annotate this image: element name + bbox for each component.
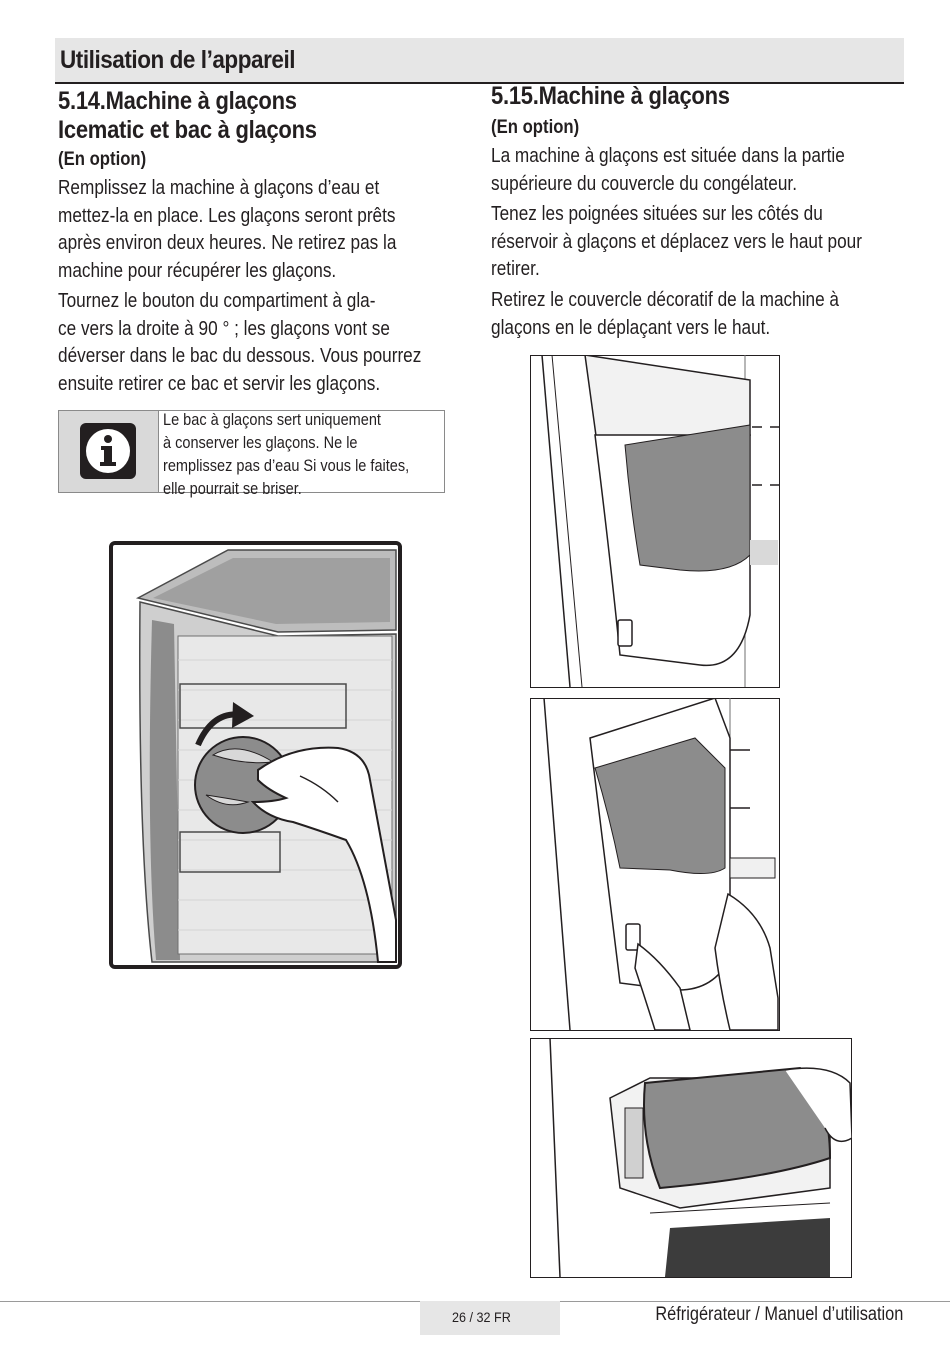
text-line: glaçons en le déplaçant vers le haut. bbox=[491, 316, 771, 339]
page-section-title: Utilisation de l’appareil bbox=[60, 46, 296, 74]
text-line: La machine à glaçons est située dans la partie bbox=[491, 145, 845, 167]
manual-title: Réfrigérateur / Manuel d’utilisation bbox=[655, 1304, 903, 1325]
text-line: ensuite retirer ce bac et servir les glaçons. bbox=[58, 372, 381, 395]
note-line: elle pourrait se briser. bbox=[163, 480, 302, 498]
section-5-14-paragraph-2 bbox=[58, 288, 421, 398]
section-5-14-paragraph-1 bbox=[58, 175, 396, 285]
ice-reservoir-removal-illustration bbox=[530, 698, 780, 1031]
info-note-icon-box bbox=[59, 411, 159, 492]
info-note-text bbox=[163, 409, 409, 501]
text-line: réservoir à glaçons et déplacez vers le haut pour bbox=[491, 230, 862, 253]
heading-line: 5.14.Machine à glaçons bbox=[58, 87, 297, 115]
page-number: 26 / 32 FR bbox=[452, 1309, 511, 1325]
section-5-14-option: (En option) bbox=[58, 149, 147, 170]
text-line: Tenez les poignées situées sur les côtés du bbox=[491, 203, 823, 225]
text-line: déverser dans le bac du dessous. Vous pourrez bbox=[58, 345, 422, 367]
section-5-15-paragraph-1 bbox=[491, 143, 845, 198]
text-line: machine pour récupérer les glaçons. bbox=[58, 259, 337, 282]
text-line: Retirez le couvercle décoratif de la machine à bbox=[491, 289, 840, 311]
heading-line: Icematic et bac à glaçons bbox=[58, 116, 317, 144]
text-line: après environ deux heures. Ne retirez pas la bbox=[58, 232, 397, 254]
section-5-14-heading bbox=[58, 87, 317, 145]
text-line: Tournez le bouton du compartiment à gla- bbox=[58, 290, 376, 312]
icemaker-location-illustration bbox=[530, 355, 780, 688]
text-line: supérieure du couvercle du congélateur. bbox=[491, 172, 797, 195]
decorative-cover-removal-illustration bbox=[530, 1038, 852, 1278]
knob-turning-illustration bbox=[108, 540, 404, 972]
section-5-15-paragraph-3 bbox=[491, 287, 839, 342]
text-line: Remplissez la machine à glaçons d’eau et bbox=[58, 177, 380, 199]
section-5-15-paragraph-2 bbox=[491, 201, 862, 284]
section-5-15-heading: 5.15.Machine à glaçons bbox=[491, 82, 730, 110]
text-line: mettez-la en place. Les glaçons seront prêts bbox=[58, 204, 396, 227]
note-line: remplissez pas d’eau Si vous le faites, bbox=[163, 457, 410, 475]
note-line: à conserver les glaçons. Ne le bbox=[163, 434, 358, 452]
text-line: retirer. bbox=[491, 258, 540, 280]
header-rule bbox=[55, 82, 904, 84]
note-line: Le bac à glaçons sert uniquement bbox=[163, 411, 381, 429]
text-line: ce vers la droite à 90 ° ; les glaçons vont se bbox=[58, 317, 390, 340]
section-5-15-option: (En option) bbox=[491, 117, 580, 138]
info-icon bbox=[59, 411, 158, 492]
info-note bbox=[58, 410, 445, 498]
